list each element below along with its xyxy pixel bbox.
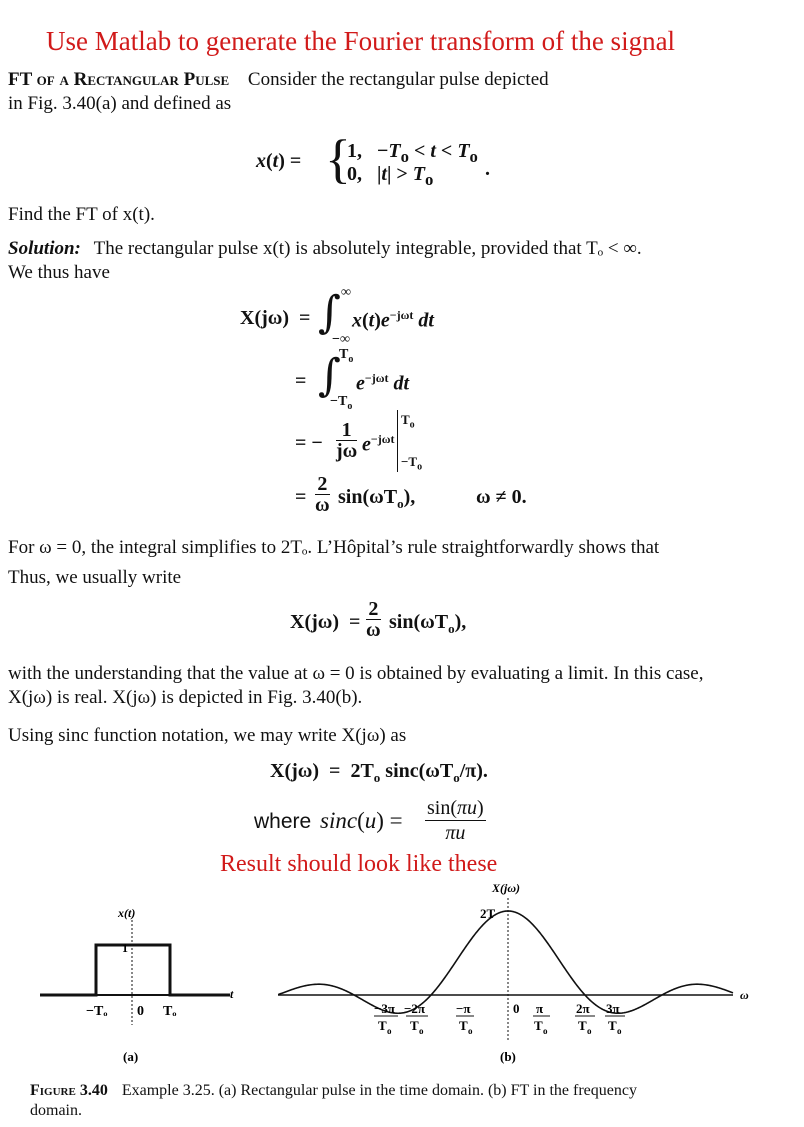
sinc-def-lhs: sinc(u) = — [320, 808, 403, 833]
svg-text:o: o — [617, 1026, 622, 1036]
figure-panel-b — [278, 880, 778, 1070]
evaluation-bar — [397, 410, 399, 472]
solution-text-2: We thus have — [8, 262, 110, 283]
fraction-1-over-jw: $\frac{1}{j\omega}$ — [336, 419, 358, 462]
result-lhs: X(jω) = — [290, 611, 361, 633]
svg-text:o: o — [387, 1026, 392, 1036]
svg-text:T: T — [378, 1018, 387, 1033]
tick-pos-pi — [533, 1001, 550, 1036]
tick-pos-3pi — [605, 1001, 625, 1036]
panel-b-ylabel: X(jω) — [492, 881, 521, 895]
equation-xt-lhs: x(t) = — [256, 150, 302, 172]
tick-neg-To: −Tₒ — [86, 1004, 108, 1019]
problem-heading-line — [8, 68, 549, 92]
svg-text:2π: 2π — [576, 1001, 590, 1016]
equation-case-1: 1, $-T_o < t < T_o$ — [347, 140, 478, 166]
tick-zero-b — [513, 1001, 520, 1016]
svg-text:o: o — [543, 1026, 548, 1036]
sinc-intro-line: Using sinc function notation, we may write X(jω) as — [8, 725, 407, 746]
derivation-lhs: X(jω) = — [240, 307, 311, 329]
svg-text:o: o — [468, 1026, 473, 1036]
fraction-2-over-w: $\frac{2}{\omega}$ — [315, 473, 330, 516]
svg-text:0: 0 — [513, 1001, 520, 1016]
panel-b-label: (b) — [500, 1049, 516, 1064]
omega-neq-zero: ω ≠ 0. — [476, 486, 527, 508]
svg-text:T: T — [578, 1018, 587, 1033]
equation-brace: { — [325, 129, 351, 189]
caption-label: Figure 3.40 — [30, 1082, 108, 1099]
svg-text:π: π — [536, 1001, 544, 1016]
task-text: Find the FT of x(t). — [8, 204, 155, 225]
svg-text:−3π: −3π — [374, 1001, 396, 1016]
problem-heading: FT of a Rectangular Pulse — [8, 69, 230, 90]
derivation-eq-2: = — [295, 370, 307, 392]
figure-caption — [30, 1081, 637, 1101]
solution-line — [8, 237, 642, 261]
omega-zero-line: For ω = 0, the integral simplifies to 2Tₒ. L’Hôpital’s rule straightforwardly shows that — [8, 537, 660, 558]
peak-label: 2T — [480, 906, 496, 921]
panel-a-ylabel: x(t) — [118, 906, 136, 920]
where-prefix: where — [254, 810, 312, 833]
tick-neg-3pi — [374, 1001, 398, 1036]
problem-intro-2: in Fig. 3.40(a) and defined as — [8, 93, 232, 114]
tick-pos-To: Tₒ — [163, 1004, 177, 1019]
integral-sign-2: ∫ — [318, 350, 341, 401]
svg-text:o: o — [587, 1026, 592, 1036]
svg-text:T: T — [410, 1018, 419, 1033]
omega-tick-labels — [374, 1001, 625, 1036]
panel-b-xlabel: ω — [740, 988, 749, 1002]
caption-text-2: domain. — [30, 1102, 82, 1119]
eval-upper: $T_o$ — [401, 412, 415, 431]
svg-text:T: T — [534, 1018, 543, 1033]
svg-text:o: o — [419, 1026, 424, 1036]
understanding-line-2: X(jω) is real. X(jω) is depicted in Fig. 3.40(b). — [8, 687, 363, 708]
panel-a-label: (a) — [123, 1049, 139, 1064]
sinc-curve — [278, 911, 733, 1013]
figure-panel-a — [30, 880, 270, 1070]
derivation-eq-4: = — [295, 486, 307, 508]
solution-label: Solution: — [8, 238, 81, 259]
pulse-height-label: 1 — [122, 941, 128, 955]
result-fraction: $\frac{2}{\omega}$ — [366, 598, 381, 641]
svg-text:−2π: −2π — [404, 1001, 426, 1016]
integrand-1: $x(t)e^{-j\omega t}$ dt — [352, 308, 434, 332]
integral-lower-1: −∞ — [332, 332, 350, 347]
svg-text:T: T — [459, 1018, 468, 1033]
problem-intro: Consider the rectangular pulse depicted — [247, 69, 549, 90]
result-sin: $\sin(\omega T_o)$, — [389, 611, 467, 636]
tick-neg-pi — [456, 1001, 474, 1036]
rect-pulse — [40, 945, 230, 995]
svg-text:3π: 3π — [606, 1001, 620, 1016]
caption-text: Example 3.25. (a) Rectangular pulse in the time domain. (b) FT in the frequency — [121, 1082, 637, 1099]
derivation-eq-3: = − — [295, 432, 323, 454]
integral-upper-1: ∞ — [341, 285, 351, 300]
thus-line: Thus, we usually write — [8, 567, 182, 588]
equation-case-2: 0, $|t| > T_o$ — [347, 163, 434, 189]
understanding-line-1: with the understanding that the value at ω = 0 is obtained by evaluating a limit. In this case, — [8, 663, 704, 684]
sinc-def-fraction: $\frac{\sin(\pi u)}{\pi u}$ — [427, 797, 484, 844]
equation-period: . — [485, 158, 490, 180]
page-title: Use Matlab to generate the Fourier transform of the signal — [46, 26, 676, 56]
solution-text: The rectangular pulse x(t) is absolutely integrable, provided that Tₒ < ∞. — [93, 238, 642, 259]
result-note: Result should look like these — [220, 851, 498, 877]
sin-term: $\sin(\omega T_o)$, — [338, 486, 416, 511]
tick-pos-2pi — [575, 1001, 595, 1036]
integral-lower-2: $-T_o$ — [330, 394, 353, 412]
svg-text:T: T — [608, 1018, 617, 1033]
integral-upper-2: $T_o$ — [339, 347, 354, 365]
tick-neg-2pi — [404, 1001, 428, 1036]
svg-text:−π: −π — [456, 1001, 471, 1016]
tick-zero: 0 — [137, 1004, 144, 1019]
panel-a-xlabel: t — [230, 987, 234, 1001]
eval-lower: $-T_o$ — [401, 454, 423, 473]
exp-term: $e^{-j\omega t}$ — [362, 432, 395, 456]
sinc-equation: $X(j\omega) = 2T_o$ $\sin c(\omega T_o/\pi)$. — [270, 760, 488, 785]
integral-sign-1: ∫ — [318, 287, 341, 338]
integrand-2: $e^{-j\omega t}$ dt — [356, 371, 410, 395]
